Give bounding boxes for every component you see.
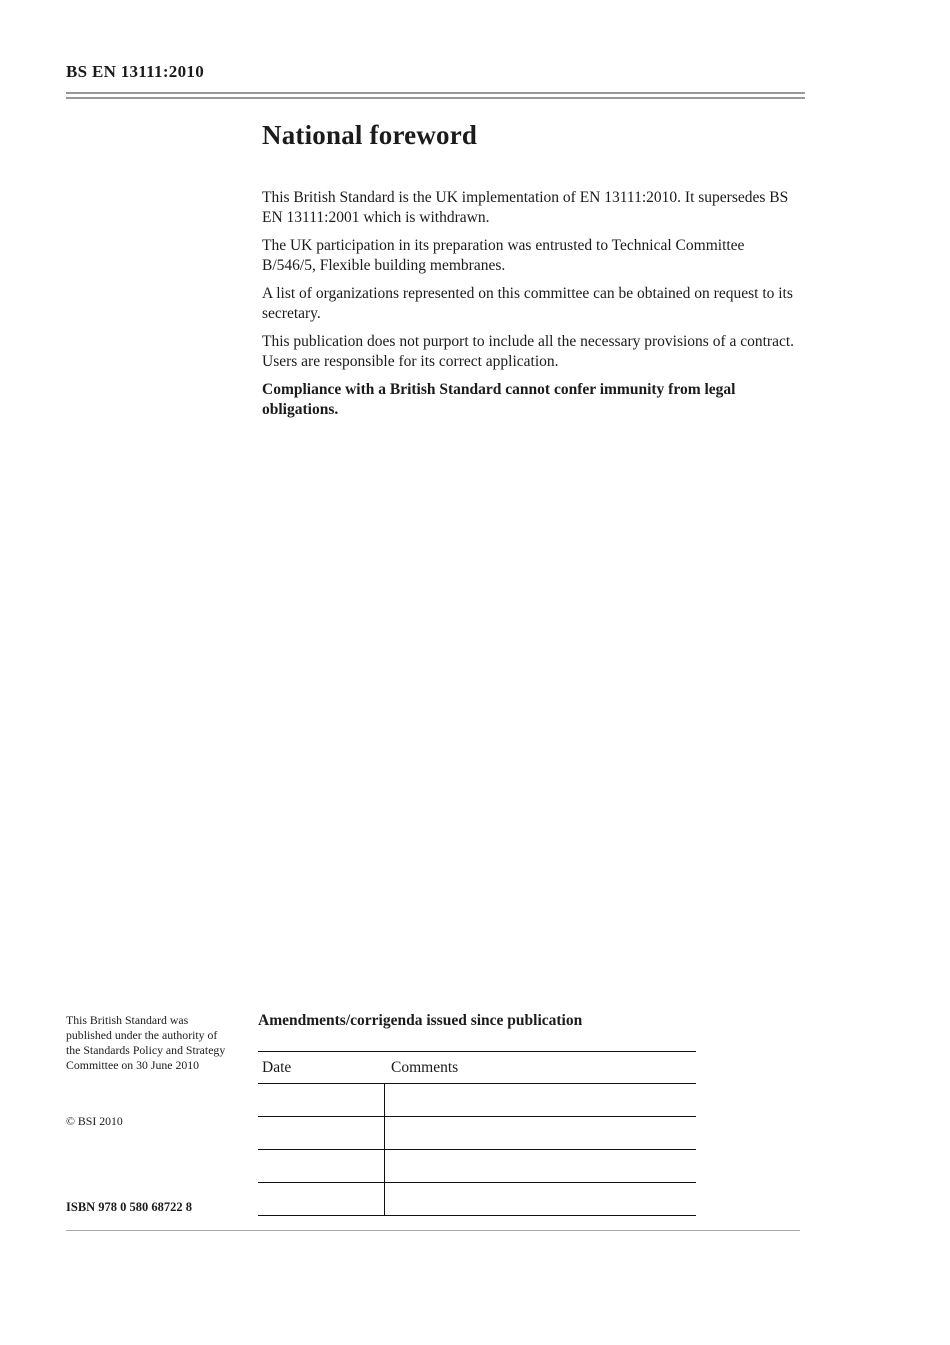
table-cell-comments	[385, 1150, 696, 1182]
foreword-title: National foreword	[262, 120, 478, 150]
amendments-section	[258, 1012, 696, 1216]
table-cell-comments	[385, 1117, 696, 1149]
foreword-paragraph: The UK participation in its preparation was entrusted to Technical Committee B/546/5, Flexible building membranes.	[262, 237, 745, 274]
amendments-table-header	[258, 1052, 696, 1084]
amendments-table	[258, 1051, 696, 1216]
table-cell-date	[258, 1183, 385, 1215]
table-cell-comments	[385, 1183, 696, 1215]
publication-note: This British Standard was published under the authority of the Standards Policy and Strategy Committee on 30 June 2010	[66, 1013, 226, 1072]
amendments-table-row	[258, 1150, 696, 1183]
column-header-date: Date	[262, 1058, 292, 1076]
header-double-rule	[66, 92, 805, 99]
table-cell-comments	[385, 1084, 696, 1116]
isbn: ISBN 978 0 580 68722 8	[66, 1200, 193, 1214]
table-cell-date	[258, 1117, 385, 1149]
foreword-paragraph: A list of organizations represented on this committee can be obtained on request to its secretary.	[262, 285, 793, 322]
table-cell-date	[258, 1150, 385, 1182]
foreword-paragraph: This publication does not purport to include all the necessary provisions of a contract. Users are responsible for its correct application.	[262, 333, 795, 370]
amendments-table-row	[258, 1183, 696, 1216]
copyright-notice: © BSI 2010	[66, 1114, 123, 1128]
bottom-rule	[66, 1230, 800, 1231]
amendments-table-row	[258, 1084, 696, 1117]
amendments-table-row	[258, 1117, 696, 1150]
document-number: BS EN 13111:2010	[66, 62, 204, 81]
amendments-heading: Amendments/corrigenda issued since publication	[258, 1012, 583, 1029]
compliance-note: Compliance with a British Standard cannot confer immunity from legal obligations.	[262, 381, 736, 418]
table-cell-date	[258, 1084, 385, 1116]
column-header-comments: Comments	[391, 1058, 459, 1076]
foreword-paragraph: This British Standard is the UK implementation of EN 13111:2010. It supersedes BS EN 13111:2001 which is withdrawn.	[262, 189, 789, 226]
foreword-section	[262, 120, 799, 419]
